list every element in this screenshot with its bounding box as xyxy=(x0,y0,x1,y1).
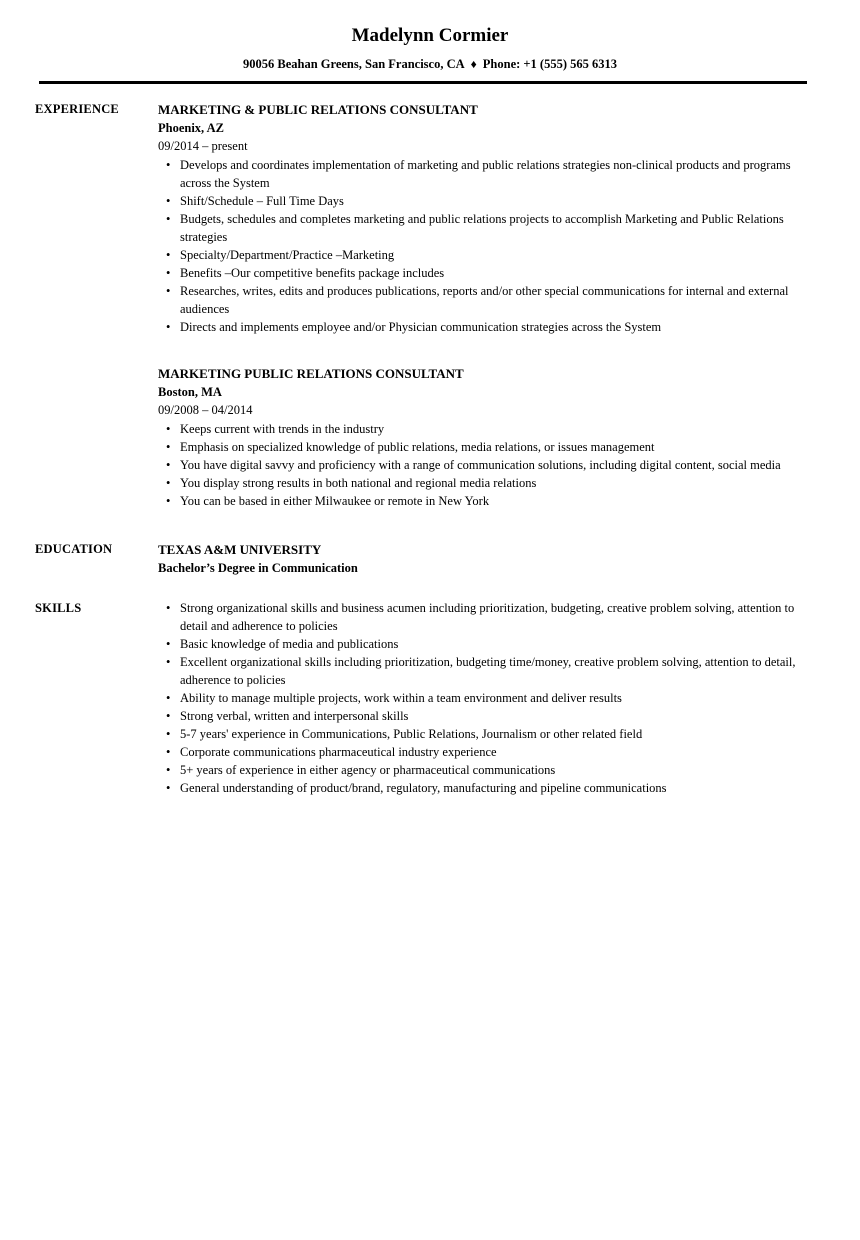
header-divider xyxy=(39,81,807,84)
bullet-item: • Develops and coordinates implementation of marketing and public relations strategies non-clinical products and programs across the System xyxy=(158,156,807,192)
diamond-icon: ♦ xyxy=(470,57,477,71)
bullet-item: • You have digital savvy and proficiency with a range of communication solutions, including digital content, social media xyxy=(158,456,807,474)
skills-bullet-list xyxy=(158,599,807,797)
person-name: Madelynn Cormier xyxy=(351,25,509,46)
job-location: Phoenix, AZ xyxy=(158,121,224,135)
bullet-item: • Shift/Schedule – Full Time Days xyxy=(158,192,807,210)
job-dates: 09/2014 – present xyxy=(158,139,248,153)
school-name: TEXAS A&M UNIVERSITY xyxy=(158,542,322,557)
experience-content xyxy=(158,100,807,510)
job-entry xyxy=(158,100,807,336)
skills-label: SKILLS xyxy=(35,601,82,615)
bullet-item: • Ability to manage multiple projects, work within a team environment and deliver results xyxy=(158,689,807,707)
job-bullet-list xyxy=(158,420,807,510)
education-content xyxy=(158,540,807,578)
bullet-item: • You can be based in either Milwaukee or remote in New York xyxy=(158,492,807,510)
job-title: MARKETING & PUBLIC RELATIONS CONSULTANT xyxy=(158,102,478,117)
degree-name: Bachelor’s Degree in Communication xyxy=(158,561,358,575)
job-entry xyxy=(158,364,807,510)
bullet-item: • Strong organizational skills and business acumen including prioritization, budgeting, creative problem solving, attention to detail and adherence to policies xyxy=(158,599,807,635)
bullet-item: • Directs and implements employee and/or Physician communication strategies across the System xyxy=(158,318,807,336)
phone-text: Phone: +1 (555) 565 6313 xyxy=(482,57,617,71)
bullet-item: • Researches, writes, edits and produces publications, reports and/or other special communications for internal and external audiences xyxy=(158,282,807,318)
experience-label: EXPERIENCE xyxy=(35,102,119,116)
bullet-item: • Keeps current with trends in the industry xyxy=(158,420,807,438)
bullet-item: • Benefits –Our competitive benefits package includes xyxy=(158,264,807,282)
contact-line xyxy=(0,56,860,72)
experience-section xyxy=(0,100,860,510)
bullet-item: • General understanding of product/brand, regulatory, manufacturing and pipeline communications xyxy=(158,779,807,797)
bullet-item: • Specialty/Department/Practice –Marketing xyxy=(158,246,807,264)
bullet-item: • You display strong results in both national and regional media relations xyxy=(158,474,807,492)
job-dates: 09/2008 – 04/2014 xyxy=(158,403,253,417)
job-title: MARKETING PUBLIC RELATIONS CONSULTANT xyxy=(158,366,464,381)
bullet-item: • Basic knowledge of media and publications xyxy=(158,635,807,653)
job-bullet-list xyxy=(158,156,807,336)
bullet-item: • Emphasis on specialized knowledge of public relations, media relations, or issues management xyxy=(158,438,807,456)
bullet-item: • Strong verbal, written and interpersonal skills xyxy=(158,707,807,725)
bullet-item: • 5-7 years' experience in Communications, Public Relations, Journalism or other related field xyxy=(158,725,807,743)
bullet-item: • Excellent organizational skills including prioritization, budgeting time/money, creative problem solving, attention to detail, adherence to policies xyxy=(158,653,807,689)
bullet-item: • Budgets, schedules and completes marketing and public relations projects to accomplish Marketing and Public Relations strategies xyxy=(158,210,807,246)
skills-content xyxy=(158,599,807,797)
bullet-item: • Corporate communications pharmaceutical industry experience xyxy=(158,743,807,761)
education-section xyxy=(0,540,860,578)
address-text: 90056 Beahan Greens, San Francisco, CA xyxy=(243,57,465,71)
bullet-item: • 5+ years of experience in either agency or pharmaceutical communications xyxy=(158,761,807,779)
education-label: EDUCATION xyxy=(35,542,113,556)
job-location: Boston, MA xyxy=(158,385,222,399)
skills-section xyxy=(0,599,860,797)
